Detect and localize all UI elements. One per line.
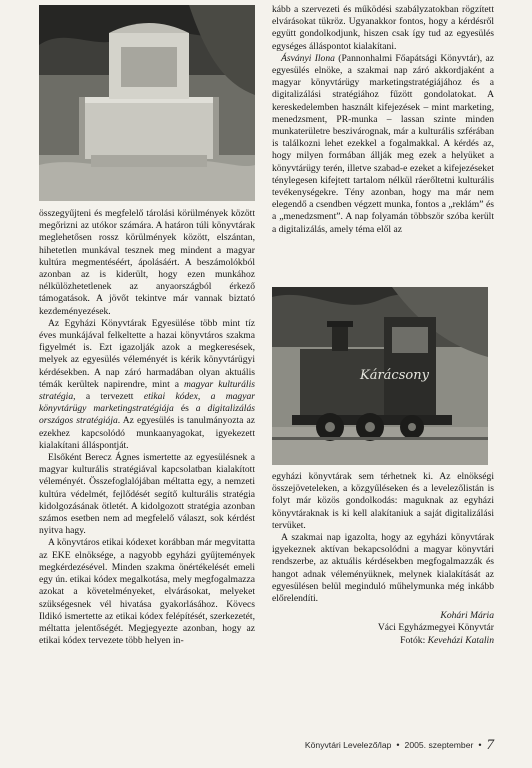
right-column-bottom (272, 471, 494, 647)
locomotive-nameplate: Kárácsony (360, 368, 429, 383)
bullet-icon: • (478, 740, 482, 750)
monument-illustration (39, 5, 255, 201)
issue-date: 2005. szeptember (404, 740, 474, 750)
monument-photo (39, 5, 255, 201)
paragraph-berecz: Elsőként Berecz Ágnes ismertette az egyesülésnek a magyar kulturális stratégiával kapcsolatban kialakított véleményét. Összefoglalójában méltatta egy, a nemzeti kultúra védelmét, fejlődését segítő kulturális stratégia kidolgozásának ötletét. A kidolgozott stratégia azonban számos esetben nem ad megfelelő választ, sok kérdést nyitva hagy. (39, 452, 255, 537)
author-name: Kohári Mária (440, 610, 494, 622)
bullet-icon: • (396, 740, 400, 750)
locomotive-photo (272, 287, 488, 465)
right-column-top (272, 4, 494, 236)
page-footer (268, 737, 494, 753)
author-institution: Váci Egyházmegyei Könyvtár (377, 622, 494, 634)
paragraph: kább a szervezeti és működési szabályzatokban rögzített elvárásokat tükröz. Ugyanakkor fontos, hogy a kérdésről együtt gondolkodjunk, hiszen csak így tud az egyesülés egységes álláspontot kialakítani. (272, 4, 494, 52)
locomotive-illustration (272, 287, 488, 465)
paragraph-egyesules: Az Egyházi Könyvtárak Egyesülése több mint tíz éves munkájával felkeltette a hazai könyvtáros szakma figyelmét is. Ezt igazolják azok a megkeresések, melyek az egyesülés véleményét is kérik könyvtárügyi kérdésekben. A nap záró harmadában olyan aktuális témák kerültek napirendre, mint a magyar kulturális stratégia, a tervezett etikai kódex, a magyar könyvtárügy marketingstratégiája és a digitalizálás országos stratégiája. Az egyesülés is tanulmányozta az ezekhez kapcsolódó munkaanyagokat, igyekezett kialakítani álláspontját. (39, 317, 256, 451)
paragraph: összegyűjteni és megfelelő tárolási körülmények között megőrizni az utókor számára. A határon túli könyvtárak meglehetősen rossz körülmények között, elszántan, hihetetlen munkával tesznek meg mindent a magyar kultúra megmentéséért, ápolásáért. A beszámolókból azonban az is kiderült, hogy ezen munkához nélkülözhetetlenek az anyaországból érkező támogatások. A jövőt tekintve már vannak biztató kezdeményezések. (39, 208, 255, 317)
left-column (39, 208, 255, 647)
paragraph-kodex: A könyvtáros etikai kódexet korábban már megvitatta az EKE elnöksége, a nagyobb egyházi gyűjtemények megkérdezésével. Minden szakma önértékelését emeli egy ún. etikai kódex megalkotása, mely megfogalmazza azokat a követelményeket, elvárásokat, melyeket szükségesnek vél hivatása gyakorlásához. Kövecs Ildikó ismertette az etikai kódex felépítését, szerkezetét, méltatta jelentőségét. Megjegyezte azonban, hogy az etikai kódex tervezete több helyen in- (39, 537, 255, 647)
page-number: 7 (486, 736, 494, 753)
journal-title: Könyvtári Levelező/lap (304, 740, 392, 750)
paragraph-conclusion: A szakmai nap igazolta, hogy az egyházi könyvtárak igyekeznek aktívan bekapcsolódni a magyar könyvtári rendszerbe, az aktuális kérdésekben megfogalmazzák és hangot adnak véleményüknek, melynek kialakítását az egyesülésen belül meginduló műhelymunka még inkább előrelendíti. (272, 532, 494, 605)
paragraph: egyházi könyvtárak sem térhetnek ki. Az elnökségi összejöveteleken, a közgyűléseken és a levelezőlistán is folyt már közös gondolkodás: maguknak az egyházi könyvtáraknak is ki kell alakítaniuk a saját digitalizálási tervüket. (272, 471, 494, 531)
photo-credit: Fotók: Keveházi Katalin (400, 634, 494, 646)
paragraph-asvanyi: Ásványi Ilona (Pannonhalmi Főapátsági Könyvtár), az egyesülés elnöke, a szakmai nap záró akkordjaként a magyar könyvtárügy marketingstratégiájához és a digitalizálási stratégiához fűzött gondolatokat. A kereskedelemben használt kifejezések – mint marketing, menedzsment, PR-munka – lassan szinte minden munkaterületre beszivárognak, már a kulturális szférában is találkozni lehet ezekkel a fogalmakkal. A kérdés az, hogy milyen formában állják meg ezek a helyüket a könyvtárügy terén, illetve szabad-e ezeket a kifejezéseket ténylegesen kifejtett tartalom nélkül ráerőltetni kulturális tevékenységekre. Tény azonban, hogy ma már nem elegendő a csendben végzett munka, fontos a „reklám” és a „menedzsment”. A nap folyamán többször szóba került a digitalizálás, amely téma elől az (272, 52, 494, 235)
